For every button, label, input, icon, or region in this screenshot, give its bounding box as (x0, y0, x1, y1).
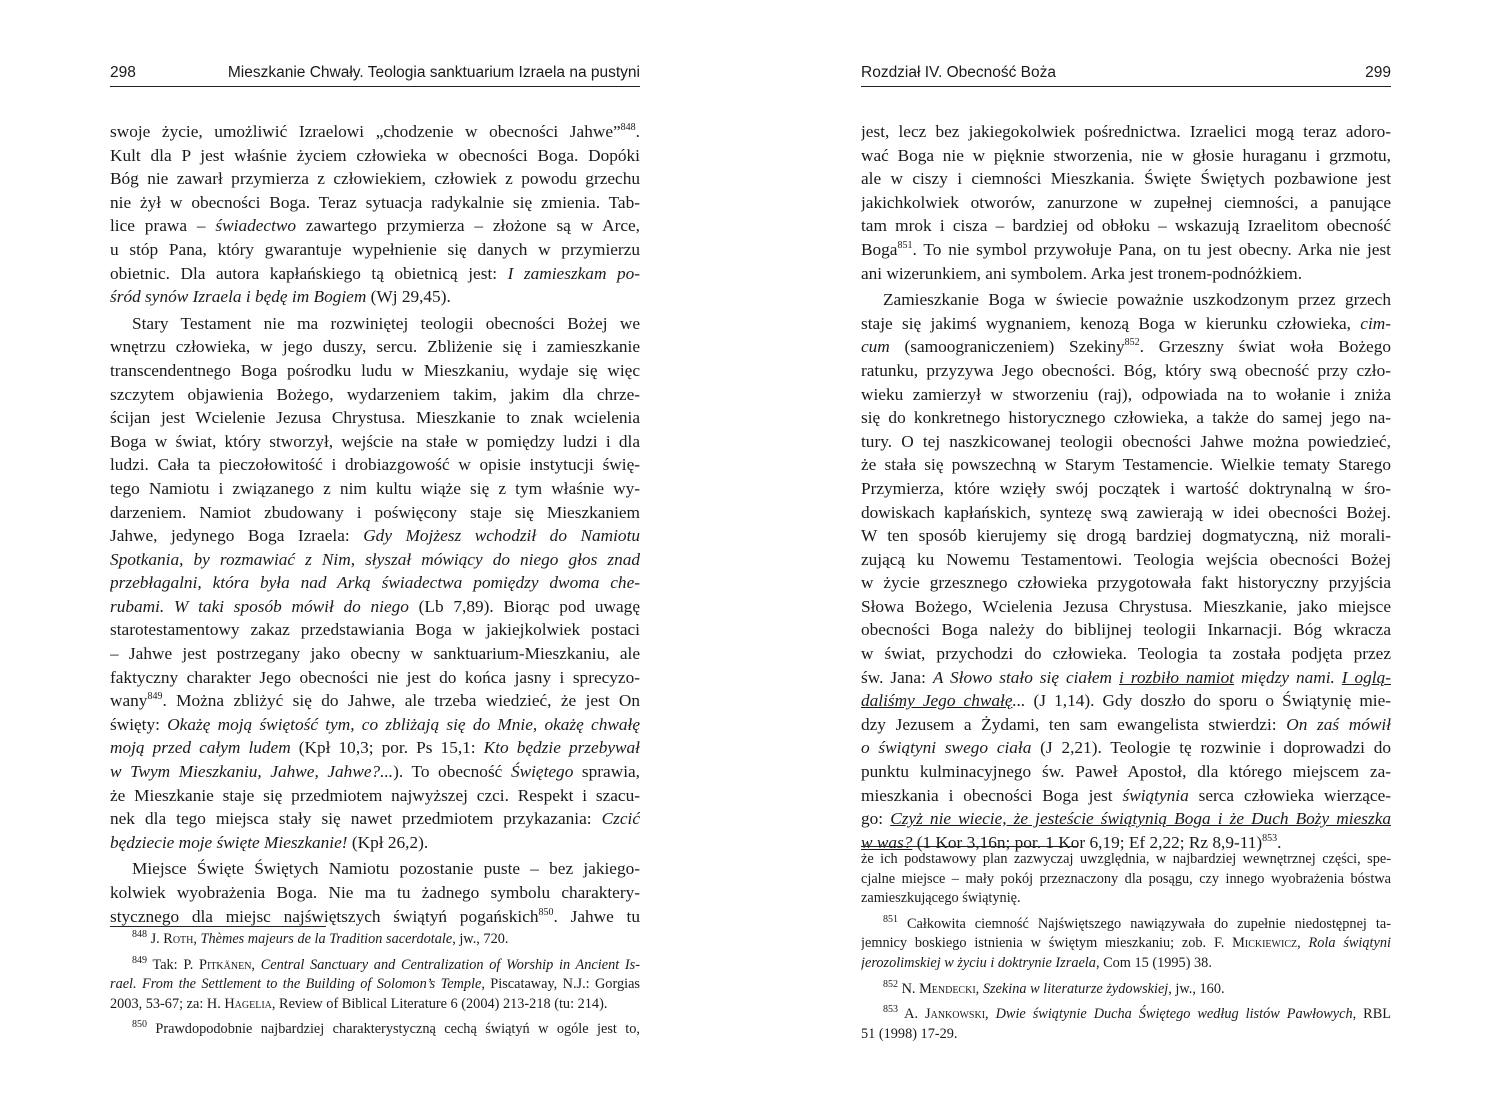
footnote-separator (110, 926, 326, 927)
footnote-853: $^{853}$ A. Jankowski, Dwie świątynie Ducha Świętego według listów Pawłowych, RBL (883, 1005, 1391, 1023)
text-line: kolwiek wyobrażenia Boga. Nie ma tu żadnego symbolu charaktery- (110, 883, 640, 902)
text-line: W ten sposób kierujemy się drogą bardziej dogmatyczną, niż morali- (861, 526, 1391, 546)
text-line: w Twym Mieszkaniu, Jahwe, Jahwe?...). To obecność Świętego sprawia, (110, 762, 640, 782)
text-line: Miejsce Święte Świętych Namiotu pozostanie puste – bez jakiego- (132, 859, 640, 879)
footnote-851-line: jerozolimskiej w życiu i doktrynie Izraela, Com 15 (1995) 38. (861, 954, 1212, 971)
footnote-850-cont: zamieszkującego świątynię. (861, 890, 1021, 907)
text-line: będziecie moje święte Mieszkanie! (Kpł 26,2). (110, 832, 429, 852)
left-footnotes (110, 930, 640, 1040)
footnote-849-line: 2003, 53-67; za: H. Hagelia, Review of Biblical Literature 6 (2004) 213-218 (tu: 214). (110, 995, 608, 1012)
text-line: św. Jana: A Słowo stało się ciałem i rozbiło namiot między nami. I oglą- (861, 667, 1391, 687)
text-line: Spotkania, by rozmawiać z Nim, słyszał mówiący do niego głos znad (110, 549, 640, 569)
text-line: darzeniem. Namiot zbudowany i poświęcony staje się Mieszkaniem (110, 502, 640, 522)
text-line: w świat, przychodzi do człowieka. Teologia ta została podjęta przez (861, 644, 1391, 664)
text-line: ratunku, przyzywa Jego obecności. Bóg, który swą obecność przy czło- (861, 360, 1391, 380)
footnote-850-cont: że ich podstawowy plan zazwyczaj uwzględnia, w najbardziej wewnętrznej części, spe- (861, 851, 1391, 867)
text-line: moją przed całym ludem (Kpł 10,3; por. Ps 15,1: Kto będzie przebywał (110, 738, 640, 758)
left-running-title: Mieszkanie Chwały. Teologia sanktuarium Izraela na pustyni (227, 64, 640, 81)
text-line: że stała się powszechną w Starym Testamencie. Wielkie tematy Starego (861, 455, 1391, 475)
footnote-853-line: 51 (1998) 17-29. (861, 1025, 958, 1042)
footnote-849-line: rael. From the Settlement to the Building of Solomon’s Temple, Piscataway, N.J.: Gorgias (110, 976, 640, 993)
text-line: punktu kulminacyjnego św. Paweł Apostoł, dla którego miejscem za- (861, 762, 1391, 782)
text-line: nek dla tego miejsca stały się nawet przedmiotem przykazania: Czcić (110, 809, 640, 829)
text-line: jest, lecz bez jakiegokolwiek pośrednictwa. Izraelici mogą teraz adoro- (861, 122, 1391, 141)
text-line: ani wizerunkiem, ani symbolem. Arka jest tronem-podnóżkiem. (861, 263, 1303, 283)
text-line: tury. O tej naszkicowanej teologii obecności Jahwe można powiedzieć, (861, 431, 1391, 451)
text-line: swoje życie, umożliwić Izraelowi „chodzenie w obecności Jahwe”$^{848}$. (110, 122, 640, 141)
text-line: go: Czyż nie wiecie, że jesteście świątynią Boga i że Duch Boży mieszka (861, 809, 1391, 829)
text-line: Kult dla P jest właśnie życiem człowieka w obecności Boga. Dopóki (110, 145, 640, 165)
text-line: święty: Okażę moją świętość tym, co zbliżają się do Mnie, okażę chwałę (110, 714, 640, 734)
text-line: mieszkania i obecności Boga jest świątynia serca człowieka wierzące- (861, 785, 1391, 805)
footnote-849: $^{849}$ Tak: P. Pitkänen, Central Sanctuary and Centralization of Worship in Ancient Is- (132, 955, 640, 973)
footnote-850: $^{850}$ Prawdopodobnie najbardziej charakterystyczną cechą świątyń w ogóle jest to, (132, 1020, 640, 1038)
text-line: o świątyni swego ciała (J 2,21). Teologie tę rozwinie i doprowadzi do (861, 738, 1391, 758)
text-line: jakichkolwiek otworów, zanurzone w zupełnej ciemności, a panujące (861, 192, 1391, 212)
text-line: lice prawa – świadectwo zawartego przymierza – złożone są w Arce, (110, 216, 640, 236)
text-line: ludzi. Cała ta pieczołowitość i drobiazgowość w opisie instytucji świę- (110, 455, 640, 475)
text-line: dowiskach kapłańskich, syntezę swą zawierają w idei obecności Bożej. (861, 502, 1391, 522)
text-line: Bóg nie zawarł przymierza z człowiekiem, człowiek z powodu grzechu (110, 169, 640, 189)
text-line: że Mieszkanie staje się przedmiotem najwyższej czci. Respekt i szacu- (110, 785, 640, 805)
text-line: staje się jakimś wygnaniem, kenozą Boga w kierunku człowieka, cim- (861, 313, 1391, 333)
footnote-851-line: jemnicy boskiego istnienia w świętym mieszkaniu; zob. F. Mickiewicz, Rola świątyni (861, 935, 1391, 952)
footnote-852: $^{852}$ N. Mendecki, Szekina w literaturze żydowskiej, jw., 160. (883, 979, 1225, 997)
text-line: nie żył w obecności Boga. Teraz sytuacja radykalnie się zmienia. Tab- (110, 192, 640, 212)
text-line: zującą ku Nowemu Testamentowi. Teologia wejścia obecności Bożej (861, 549, 1391, 569)
text-line: Przymierza, które wzięły swój początek i wartość doktrynalną w śro- (861, 478, 1391, 498)
text-line: stycznego dla miejsc najświętszych świątyń pogańskich$^{850}$. Jahwe tu (110, 906, 640, 926)
left-running-head (110, 62, 640, 87)
left-page-number: 298 (110, 64, 136, 81)
right-running-title: Rozdział IV. Obecność Boża (861, 64, 1057, 81)
text-line: wany$^{849}$. Można zbliżyć się do Jahwe, ale trzeba wiedzieć, że jest On (110, 691, 640, 711)
text-line: wnętrzu człowieka, w jego duszy, sercu. Zbliżenie się i zamieszkanie (110, 337, 640, 357)
footnote-848: $^{848}$ J. Roth, Thèmes majeurs de la Tradition sacerdotale, jw., 720. (132, 930, 509, 947)
text-line: wać Boga nie w pięknie stworzenia, nie w głosie huraganu i grzmotu, (861, 145, 1391, 165)
text-line: tego Namiotu i związanego z nim kultu wiąże się z tym właśnie wy- (110, 478, 640, 498)
text-line: obecności Boga należy do biblijnej teologii Inkarnacji. Bóg wkracza (861, 620, 1391, 640)
text-line: Zamieszkanie Boga w świecie poważnie uszkodzonym przez grzech (883, 290, 1391, 310)
text-line: Boga w świat, który stworzył, wejście na stałe w pomiędzy ludzi i dla (110, 431, 640, 451)
text-line: ścijan jest Wcielenie Jezusa Chrystusa. Mieszkanie to znak wcielenia (110, 408, 640, 428)
text-line: tam mrok i cisza – bardziej od obłoku – wskazują Izraelitom obecność (861, 216, 1391, 236)
right-running-head (861, 62, 1391, 87)
text-line: cum (samoograniczeniem) Szekiny$^{852}$. Grzeszny świat woła Bożego (861, 337, 1391, 357)
text-line: transcendentnego Boga pośrodku ludu w Mieszkaniu, wydaje się więc (110, 360, 640, 380)
text-line: Jahwe, jedynego Boga Izraela: Gdy Mojżesz wchodził do Namiotu (110, 526, 640, 546)
text-line: dzy Jezusem a Żydami, ten sam ewangelista stwierdzi: On zaś mówił (861, 714, 1391, 734)
text-line: Stary Testament nie ma rozwiniętej teologii obecności Bożej we (132, 313, 640, 333)
text-line: Słowa Bożego, Wcielenia Jezusa Chrystusa. Mieszkanie, jako miejsce (861, 596, 1391, 616)
footnote-850-cont: cjalne miejsce – mały pokój przeznaczony dla posągu, czy innego wyobrażenia bóstwa (861, 870, 1391, 887)
right-body-text (861, 120, 1391, 854)
text-line: faktyczny charakter Jego obecności nie jest do końca jasny i sprecyzo- (110, 667, 640, 687)
text-line: obietnic. Dla autora kapłańskiego tą obietnicą jest: I zamieszkam po- (110, 263, 640, 283)
footnote-851: $^{851}$ Całkowita ciemność Najświętszego nawiązywała do zupełnie niedostępnej ta- (883, 914, 1391, 932)
right-page-number: 299 (1365, 64, 1391, 81)
text-line: szczytem objawienia Bożego, wydarzeniem takim, jakim dla chrze- (110, 384, 640, 404)
text-line: ale w ciszy i ciemności Mieszkania. Święte Świętych pozbawione jest (861, 169, 1391, 189)
text-line: przebłagalni, która była nad Arką świadectwa pomiędzy dwoma che- (110, 573, 640, 593)
text-line: u stóp Pana, który gwarantuje wypełnienie się danych w przymierzu (110, 239, 640, 259)
text-line: Boga$^{851}$. To nie symbol przywołuje Pana, on tu jest obecny. Arka nie jest (861, 239, 1391, 259)
text-line: w życie grzesznego człowieka przygotowała fakt historyczny przyjścia (861, 573, 1391, 593)
text-line: rubami. W taki sposób mówił do niego (Lb 7,89). Biorąc pod uwagę (110, 596, 640, 616)
left-body-text (110, 120, 640, 928)
text-line: daliśmy Jego chwałę... (J 1,14). Gdy doszło do sporu o Świątynię mie- (861, 691, 1391, 711)
text-line: śród synów Izraela i będę im Bogiem (Wj 29,45). (110, 287, 451, 307)
text-line: starotestamentowy zakaz przedstawiania Boga w jakiejkolwiek postaci (110, 620, 640, 640)
text-line: wieku zamierzył w stworzeniu (raj), odpowiada na to wołanie i zniża (861, 384, 1391, 404)
text-line: w was? (1 Kor 3,16n; por. 1 Kor 6,19; Ef 2,22; Rz 8,9-11)$^{853}$. (861, 832, 1282, 852)
text-line: – Jahwe jest postrzegany jako obecny w sanktuarium-Mieszkaniu, ale (110, 644, 640, 664)
text-line: się do konkretnego historycznego człowieka, a także do samej jego na- (861, 408, 1391, 428)
footnote-separator (861, 846, 1077, 847)
right-footnotes (861, 850, 1391, 1044)
